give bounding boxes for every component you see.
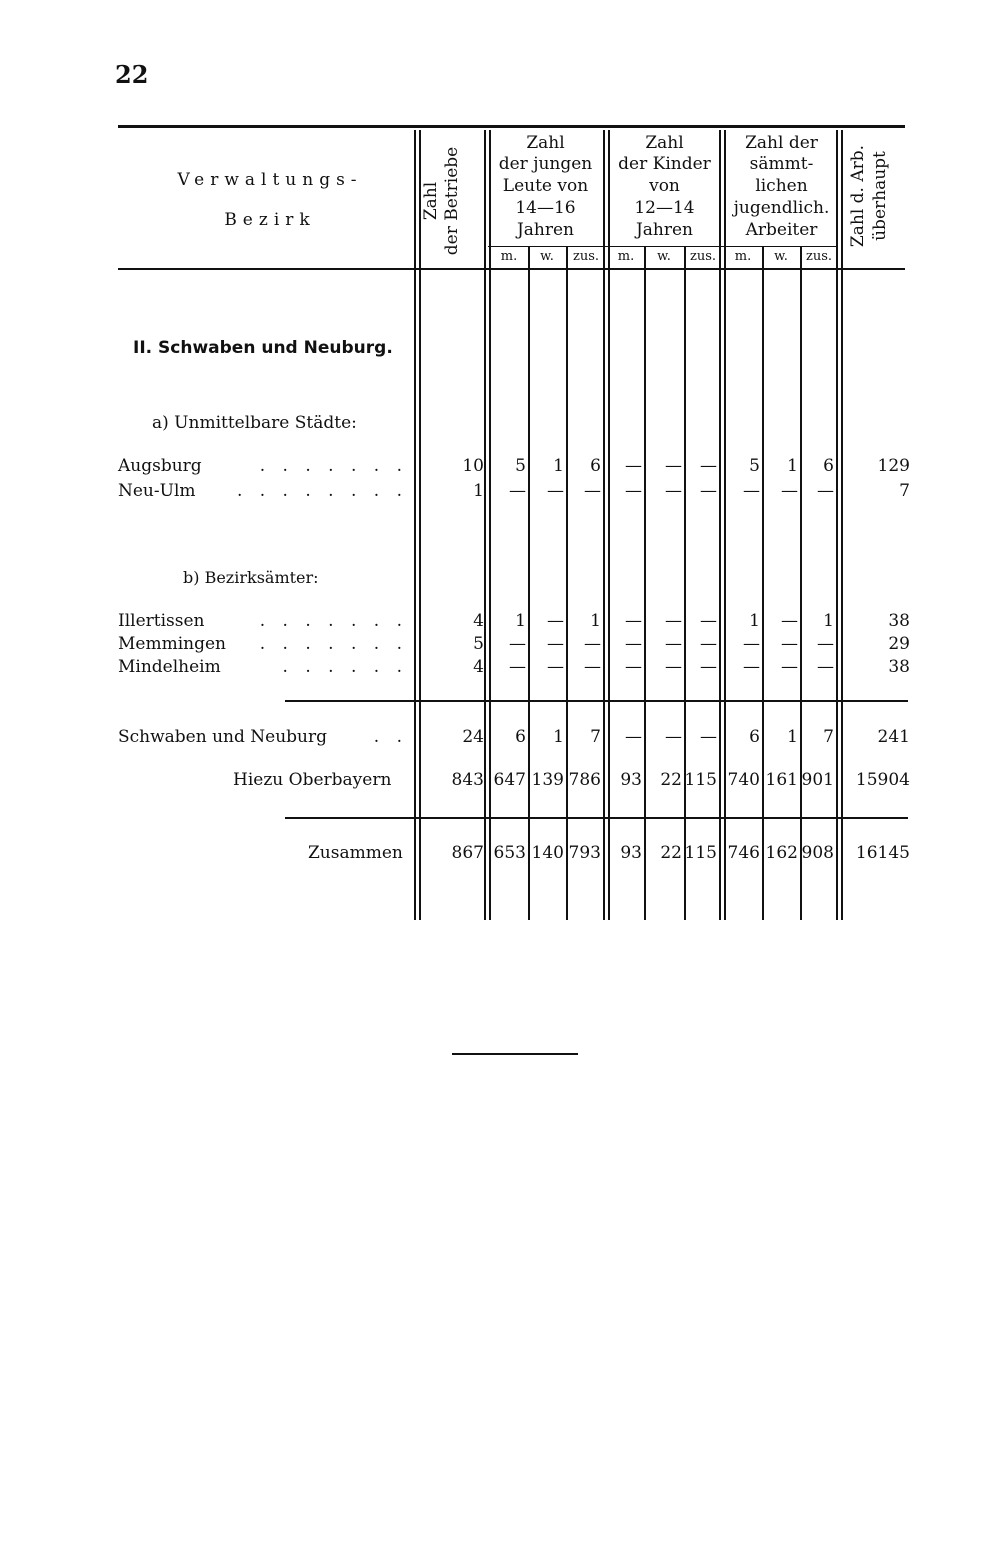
sub-youth-zus: zus. xyxy=(572,249,600,264)
cell-workers-total: 241 xyxy=(877,727,910,747)
cell-establishments: 24 xyxy=(462,727,484,747)
cell-all-zus: 7 xyxy=(823,727,834,747)
sub-all-m: m. xyxy=(734,249,752,264)
cell-workers-total: 129 xyxy=(877,456,910,476)
children-header-line4: 12—14 xyxy=(634,198,695,218)
sub-all-w: w. xyxy=(774,249,788,264)
cell-children-m: — xyxy=(625,657,642,677)
subheader-rule xyxy=(488,246,838,247)
cell-all-w: 161 xyxy=(765,770,798,790)
cell-children-zus: — xyxy=(700,634,717,654)
col-rule xyxy=(841,130,843,920)
cell-youth-m: 5 xyxy=(515,456,526,476)
cell-all-w: 162 xyxy=(765,843,798,863)
col-rule xyxy=(836,130,838,920)
col-rule xyxy=(608,130,610,920)
cell-youth-m: 1 xyxy=(515,611,526,631)
group-b-title: b) Bezirksämter: xyxy=(183,568,319,587)
cell-children-zus: — xyxy=(700,657,717,677)
children-header-line3: von xyxy=(649,176,680,196)
cell-establishments: 4 xyxy=(473,657,484,677)
cell-workers-total: 38 xyxy=(888,657,910,677)
cell-all-w: 1 xyxy=(787,727,798,747)
cell-children-m: 93 xyxy=(620,843,642,863)
youth-header-line5: Jahren xyxy=(516,220,575,240)
cell-workers-total: 15904 xyxy=(855,770,910,790)
cell-youth-w: — xyxy=(547,634,564,654)
cell-all-m: 1 xyxy=(749,611,760,631)
cell-all-w: — xyxy=(781,657,798,677)
leader-dots: . . . . . . . xyxy=(259,611,408,631)
all-header-line5: Arbeiter xyxy=(745,220,818,240)
workers-header-line2: überhaupt xyxy=(870,151,890,241)
cell-all-m: 6 xyxy=(749,727,760,747)
row-label: Memmingen xyxy=(118,634,226,654)
cell-youth-zus: — xyxy=(584,481,601,501)
cell-children-m: — xyxy=(625,481,642,501)
cell-all-w: — xyxy=(781,481,798,501)
col-rule xyxy=(719,130,721,920)
top-rule xyxy=(118,125,905,128)
col-rule xyxy=(724,130,726,920)
cell-children-m: — xyxy=(625,727,642,747)
youth-header-line3: Leute von xyxy=(502,176,589,196)
sub-all-zus: zus. xyxy=(805,249,833,264)
cell-youth-w: — xyxy=(547,481,564,501)
cell-youth-m: 6 xyxy=(515,727,526,747)
establishments-header-line2: der Betriebe xyxy=(442,146,462,256)
cell-all-zus: 6 xyxy=(823,456,834,476)
cell-youth-m: 647 xyxy=(493,770,526,790)
page-number: 22 xyxy=(115,60,149,89)
sub-children-zus: zus. xyxy=(689,249,717,264)
cell-all-m: 740 xyxy=(727,770,760,790)
cell-youth-w: 140 xyxy=(531,843,564,863)
cell-children-m: — xyxy=(625,611,642,631)
cell-establishments: 4 xyxy=(473,611,484,631)
row-label: Illertissen xyxy=(118,611,205,631)
cell-establishments: 867 xyxy=(451,843,484,863)
cell-children-w: 22 xyxy=(660,843,682,863)
section-title: II. Schwaben und Neuburg. xyxy=(133,338,393,358)
sub-youth-w: w. xyxy=(540,249,554,264)
cell-children-w: — xyxy=(665,634,682,654)
cell-youth-zus: — xyxy=(584,657,601,677)
group-a-title: a) Unmittelbare Städte: xyxy=(152,413,357,433)
cell-workers-total: 29 xyxy=(888,634,910,654)
row-label: Hiezu Oberbayern xyxy=(233,770,392,790)
cell-all-w: 1 xyxy=(787,456,798,476)
cell-children-w: 22 xyxy=(660,770,682,790)
cell-all-zus: 901 xyxy=(801,770,834,790)
cell-children-w: — xyxy=(665,727,682,747)
cell-youth-zus: 1 xyxy=(590,611,601,631)
cell-youth-zus: 786 xyxy=(568,770,601,790)
district-header-line2: Bezirk xyxy=(224,210,316,230)
cell-all-m: 746 xyxy=(727,843,760,863)
row-label: Schwaben und Neuburg xyxy=(118,727,328,747)
leader-dots: . . xyxy=(373,727,408,747)
all-header-line2: sämmt- xyxy=(749,154,814,174)
row-label: Mindelheim xyxy=(118,657,221,677)
sub-youth-m: m. xyxy=(500,249,518,264)
cell-children-w: — xyxy=(665,481,682,501)
cell-all-zus: — xyxy=(817,634,834,654)
cell-youth-w: — xyxy=(547,611,564,631)
children-header-line5: Jahren xyxy=(635,220,694,240)
row-label: Neu-Ulm xyxy=(118,481,196,501)
cell-all-m: — xyxy=(743,481,760,501)
youth-header-line2: der jungen xyxy=(498,154,593,174)
col-rule xyxy=(489,130,491,920)
cell-children-w: — xyxy=(665,456,682,476)
cell-youth-zus: 6 xyxy=(590,456,601,476)
cell-youth-zus: 793 xyxy=(568,843,601,863)
cell-children-m: 93 xyxy=(620,770,642,790)
cell-establishments: 1 xyxy=(473,481,484,501)
children-header-line2: der Kinder xyxy=(618,154,711,174)
cell-children-w: — xyxy=(665,657,682,677)
district-header-line1: Verwaltungs- xyxy=(177,170,363,190)
cell-children-zus: — xyxy=(700,481,717,501)
workers-header-line1: Zahl d. Arb. xyxy=(848,144,868,248)
cell-establishments: 10 xyxy=(462,456,484,476)
cell-all-m: — xyxy=(743,657,760,677)
cell-youth-w: 139 xyxy=(531,770,564,790)
leader-dots: . . . . . . . xyxy=(259,456,408,476)
cell-children-m: — xyxy=(625,634,642,654)
cell-children-zus: 115 xyxy=(684,770,717,790)
youth-header-line1: Zahl xyxy=(526,133,565,153)
all-header-line4: jugendlich. xyxy=(733,198,830,218)
cell-all-w: — xyxy=(781,634,798,654)
cell-all-m: — xyxy=(743,634,760,654)
cell-all-w: — xyxy=(781,611,798,631)
header-bottom-rule xyxy=(118,268,905,270)
col-rule xyxy=(414,130,416,920)
cell-youth-w: 1 xyxy=(553,727,564,747)
row-label: Zusammen xyxy=(308,843,403,863)
cell-youth-w: — xyxy=(547,657,564,677)
cell-children-zus: — xyxy=(700,611,717,631)
cell-youth-m: — xyxy=(509,481,526,501)
cell-all-m: 5 xyxy=(749,456,760,476)
leader-dots: . . . . . . . xyxy=(259,634,408,654)
establishments-header-line1: Zahl xyxy=(421,181,441,221)
cell-establishments: 843 xyxy=(451,770,484,790)
subtotal-rule xyxy=(285,700,908,702)
col-rule xyxy=(419,130,421,920)
col-rule xyxy=(484,130,486,920)
cell-children-zus: 115 xyxy=(684,843,717,863)
cell-children-zus: — xyxy=(700,727,717,747)
all-header-line3: lichen xyxy=(755,176,808,196)
youth-header-line4: 14—16 xyxy=(515,198,576,218)
cell-all-zus: 908 xyxy=(801,843,834,863)
cell-youth-w: 1 xyxy=(553,456,564,476)
cell-youth-zus: — xyxy=(584,634,601,654)
footer-rule xyxy=(452,1053,578,1055)
col-rule xyxy=(603,130,605,920)
cell-workers-total: 38 xyxy=(888,611,910,631)
cell-youth-zus: 7 xyxy=(590,727,601,747)
cell-children-zus: — xyxy=(700,456,717,476)
sub-children-m: m. xyxy=(617,249,635,264)
cell-all-zus: — xyxy=(817,657,834,677)
cell-children-m: — xyxy=(625,456,642,476)
children-header-line1: Zahl xyxy=(645,133,684,153)
leader-dots: . . . . . . . . xyxy=(236,481,408,501)
cell-all-zus: 1 xyxy=(823,611,834,631)
leader-dots: . . . . . . xyxy=(282,657,408,677)
cell-all-zus: — xyxy=(817,481,834,501)
grand-total-rule xyxy=(285,817,908,819)
sub-children-w: w. xyxy=(657,249,671,264)
cell-youth-m: 653 xyxy=(493,843,526,863)
cell-youth-m: — xyxy=(509,657,526,677)
row-label: Augsburg xyxy=(118,456,202,476)
all-header-line1: Zahl der xyxy=(745,133,818,153)
cell-workers-total: 7 xyxy=(899,481,910,501)
cell-establishments: 5 xyxy=(473,634,484,654)
cell-workers-total: 16145 xyxy=(855,843,910,863)
cell-youth-m: — xyxy=(509,634,526,654)
cell-children-w: — xyxy=(665,611,682,631)
